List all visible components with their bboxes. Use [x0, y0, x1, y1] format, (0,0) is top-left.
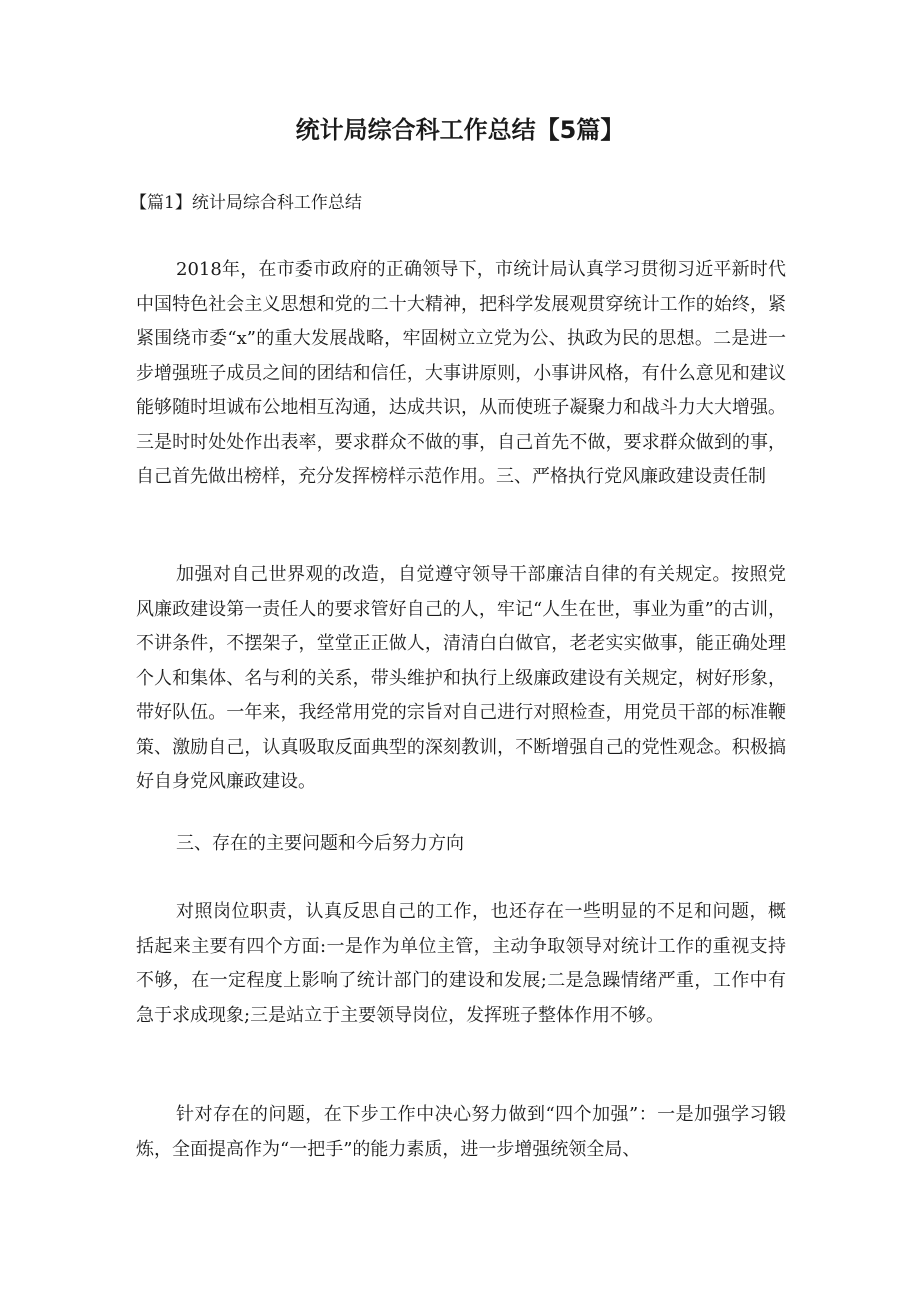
section-heading: 【篇1】统计局综合科工作总结	[130, 193, 362, 213]
paragraph: 加强对自己世界观的改造，自觉遵守领导干部廉洁自律的有关规定。按照党风廉政建设第一责任人的要求管好自己的人，牢记“人生在世，事业为重”的古训，不讲条件，不摆架子，堂堂正正做人，清清白白做官，老老实实做事，能正确处理个人和集体、名与利的关系，带头维护和执行上级廉政建设有关规定，树好形象，带好队伍。一年来，我经常用党的宗旨对自己进行对照检查，用党员干部的标准鞭策、激励自己，认真吸取反面典型的深刻教训，不断增强自己的党性观念。积极搞好自身党风廉政建设。	[136, 564, 786, 792]
paragraph: 针对存在的问题，在下步工作中决心努力做到“四个加强”：一是加强学习锻炼，全面提高作为“一把手”的能力素质，进一步增强统领全局、	[136, 1104, 786, 1160]
subsection-heading: 三、存在的主要问题和今后努力方向	[176, 833, 464, 854]
paragraph: 2018年，在市委市政府的正确领导下，市统计局认真学习贯彻习近平新时代中国特色社会主义思想和党的二十大精神，把科学发展观贯穿统计工作的始终，紧紧围绕市委“x”的重大发展战略，牢固树立立党为公、执政为民的思想。二是进一步增强班子成员之间的团结和信任，大事讲原则，小事讲风格，有什么意见和建议能够随时坦诚布公地相互沟通，达成共识，从而使班子凝聚力和战斗力大大增强。三是时时处处作出表率，要求群众不做的事，自己首先不做，要求群众做到的事，自己首先做出榜样，充分发挥榜样示范作用。三、严格执行党风廉政建设责任制	[136, 259, 786, 487]
paragraph: 对照岗位职责，认真反思自己的工作，也还存在一些明显的不足和问题，概括起来主要有四个方面:一是作为单位主管，主动争取领导对统计工作的重视支持不够，在一定程度上影响了统计部门的建设和发展;二是急躁情绪严重，工作中有急于求成现象;三是站立于主要领导岗位，发挥班子整体作用不够。	[136, 901, 786, 1026]
document-title: 统计局综合科工作总结【5篇】	[295, 116, 625, 144]
